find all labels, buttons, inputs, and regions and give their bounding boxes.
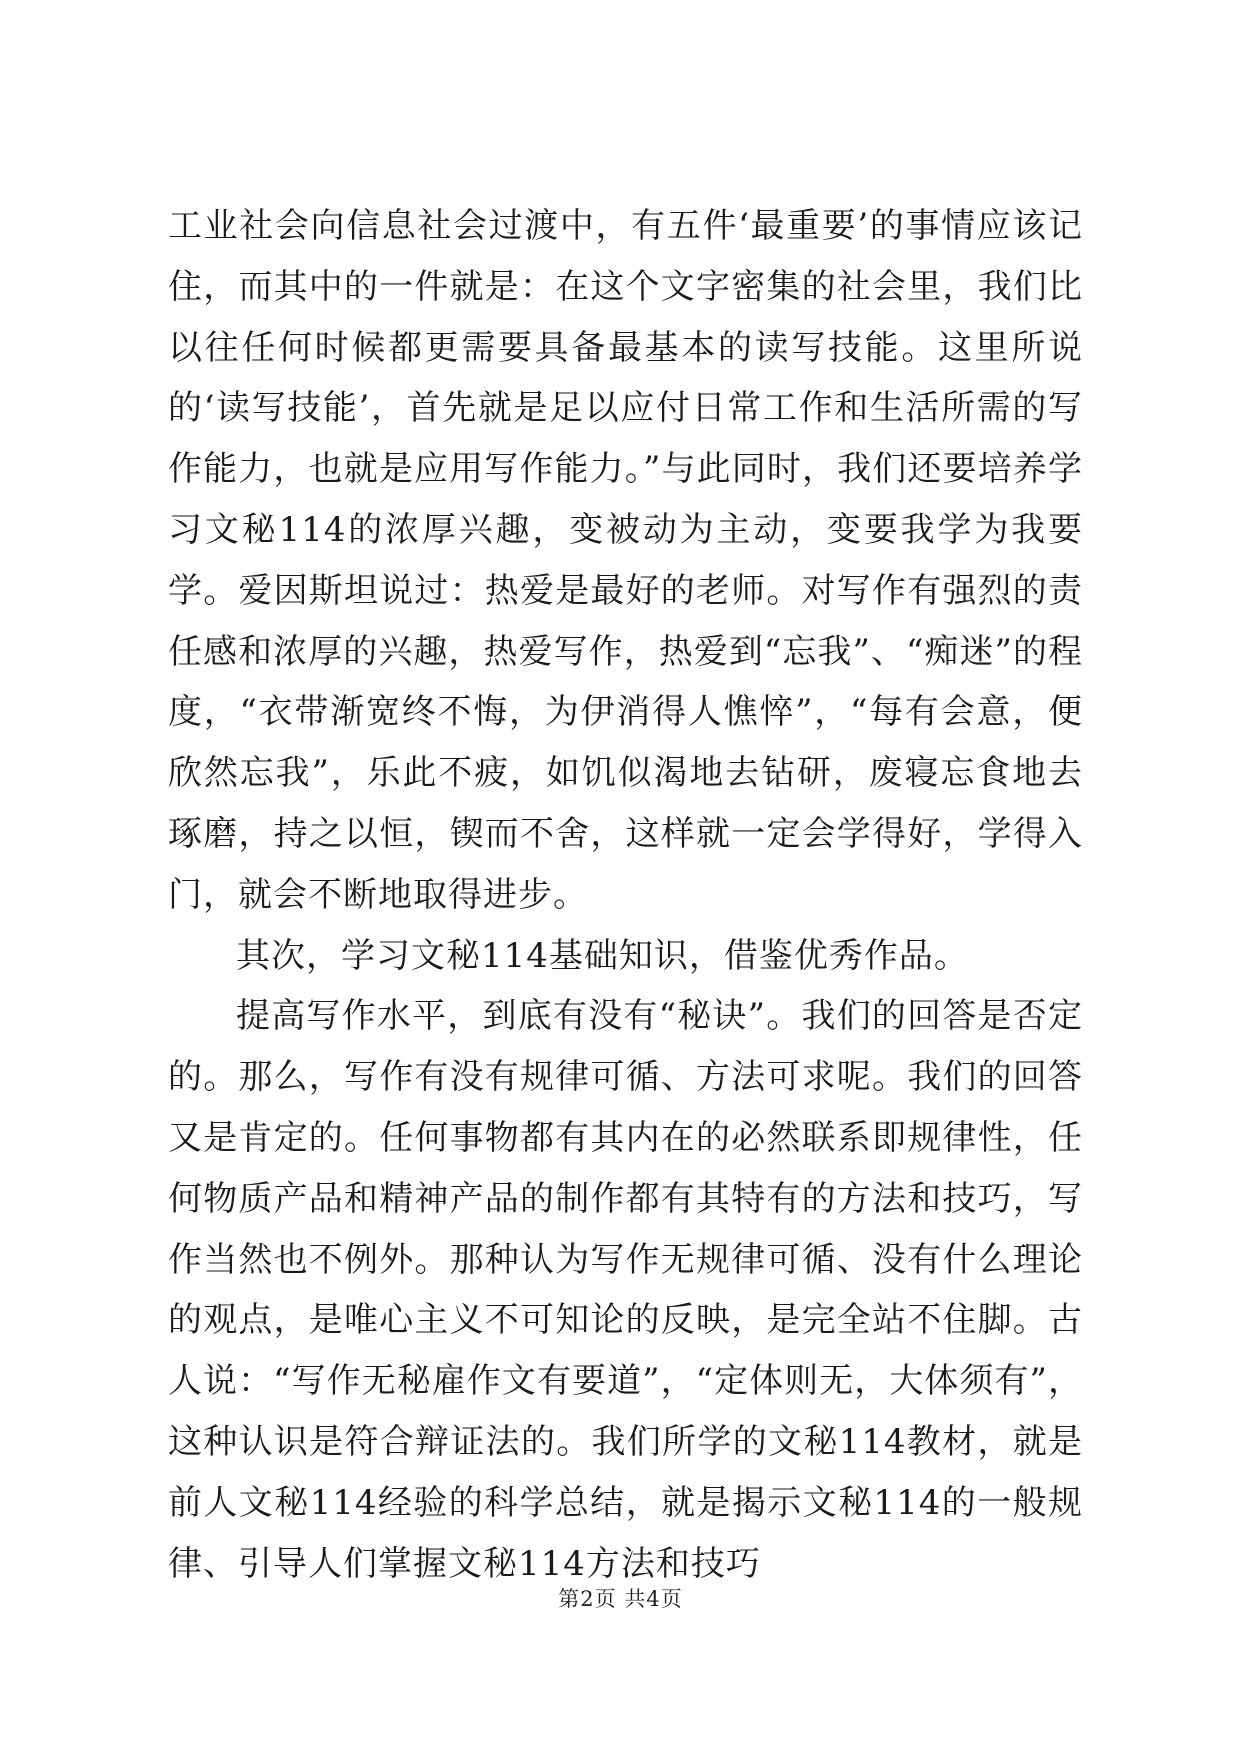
paragraph-2: 其次，学习文秘114基础知识，借鉴优秀作品。 [236,935,969,976]
paragraph-3: 提高写作水平，到底有没有“秘诀”。我们的回答是否定的。那么，写作有没有规律可循、方法可求呢。我们的回答又是肯定的。任何事物都有其内在的必然联系即规律性，任何物质产品和精神产品的制作都有其特有的方法和技巧，写作当然也不例外。那种认为写作无规律可循、没有什么理论的观点，是唯心主义不可知论的反映，是完全站不住脚。古人说：“写作无秘雇作文有要道”，“定体则无，大体须有”，这种认识是符合辩证法的。我们所学的文秘114教材，就是前人文秘114经验的科学总结，就是揭示文秘114的一般规律、引导人们掌握文秘114方法和技巧 [168,996,1083,1584]
body-text [168,196,1083,1594]
page-footer: 第2页 共4页 [558,1587,683,1611]
paragraph-1: 工业社会向信息社会过渡中，有五件‘最重要’的事情应该记住，而其中的一件就是：在这个文字密集的社会里，我们比以往任何时候都更需要具备最基本的读写技能。这里所说的‘读写技能’，首先就是足以应付日常工作和生活所需的写作能力，也就是应用写作能力。”与此同时，我们还要培养学习文秘114的浓厚兴趣，变被动为主动，变要我学为我要学。爱因斯坦说过：热爱是最好的老师。对写作有强烈的责任感和浓厚的兴趣，热爱写作，热爱到“忘我”、“痴迷”的程度，“衣带渐宽终不悔，为伊消得人憔悴”，“每有会意，便欣然忘我”，乐此不疲，如饥似渴地去钻研，废寝忘食地去琢磨，持之以恒，锲而不舍，这样就一定会学得好，学得入门，就会不断地取得进步。 [168,206,1083,915]
